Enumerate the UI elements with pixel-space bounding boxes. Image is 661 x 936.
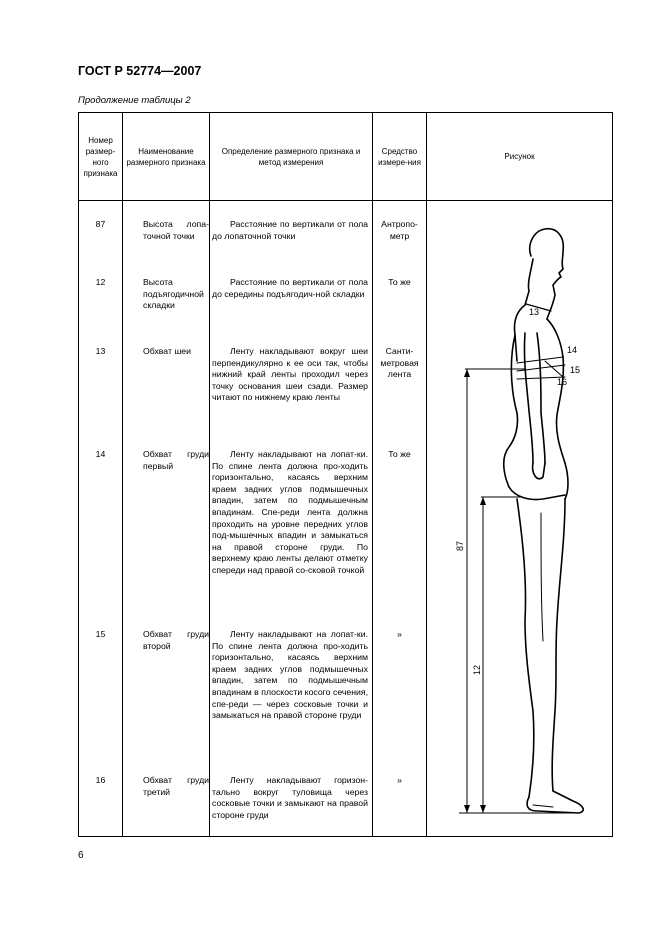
document-header: ГОСТ Р 52774—2007: [78, 64, 202, 78]
column-header-definition: Определение размерного признака и метод измерения: [221, 146, 361, 167]
row-definition: Расстояние по вертикали от пола до лопаточной точки: [212, 219, 368, 241]
row-name: Высота подъягодичной складки: [143, 277, 204, 311]
column-header-name: Наименование размерного признака: [126, 146, 206, 167]
row-number: 87: [95, 219, 106, 229]
label-14: 14: [567, 345, 578, 355]
row-tool: »: [397, 775, 402, 785]
row-tool: То же: [388, 449, 411, 459]
column-header-figure: Рисунок: [504, 152, 535, 161]
label-87: 87: [455, 540, 465, 551]
table-continuation-caption: Продолжение таблицы 2: [78, 95, 191, 106]
row-number: 13: [95, 346, 106, 356]
row-tool: То же: [388, 277, 411, 287]
row-tool: »: [397, 629, 402, 639]
row-number: 15: [95, 629, 106, 639]
label-16: 16: [557, 377, 568, 387]
row-number: 14: [95, 449, 106, 459]
row-number: 12: [95, 277, 106, 287]
column-header-number: Номер размер-ного признака: [83, 135, 118, 178]
row-tool: Антропо-метр: [381, 219, 418, 241]
row-name: Обхват груди третий: [143, 775, 209, 797]
row-definition: Ленту накладывают вокруг шеи перпендикулярно к ее оси так, чтобы нижний край ленты проходил через точку основания шеи сзади. Размер читают по нижнему краю ленты: [212, 346, 368, 403]
column-header-tool: Средство измере-ния: [378, 146, 421, 167]
page-number: 6: [78, 850, 84, 861]
row-name: Обхват шеи: [143, 346, 191, 356]
measurement-table: [78, 112, 613, 837]
row-number: 16: [95, 775, 106, 785]
row-name: Обхват груди первый: [143, 449, 209, 471]
row-definition: Расстояние по вертикали от пола до середины подъягодич-ной складки: [212, 277, 368, 299]
row-definition: Ленту накладывают на лопат-ки. По спине лента должна про-ходить горизонтально, касаясь верхним краем задних углов подмышечных впадин, затем по подмышечным впадинам. Спе-реди лента должна проходить на уровне передних углов под-мышечных впадин и замыкаться на правой стороне груди. По верхнему краю ленты делают отметку спереди над правой со-сковой точкой: [212, 449, 368, 575]
label-13: 13: [529, 307, 540, 317]
row-name: Обхват груди второй: [143, 629, 209, 651]
body-measurement-figure: [429, 201, 613, 837]
label-15: 15: [570, 365, 581, 375]
row-name: Высота лопа-точной точки: [143, 219, 209, 241]
row-definition: Ленту накладывают горизон-тально вокруг туловища через сосковые точки и замыкают на правой стороне груди: [212, 775, 368, 820]
row-tool: Санти-метровая лента: [380, 346, 419, 380]
row-definition: Ленту накладывают на лопат-ки. По спине лента должна про-ходить горизонтально, касаясь верхним краем задних углов подмышечных впадин, затем по подмышечным впадинам в плоскости косого сечения, спе-реди — через сосковые точки и замыкаться на правой стороне груди: [212, 629, 368, 721]
column-divider: [209, 113, 210, 836]
label-12: 12: [472, 664, 482, 675]
